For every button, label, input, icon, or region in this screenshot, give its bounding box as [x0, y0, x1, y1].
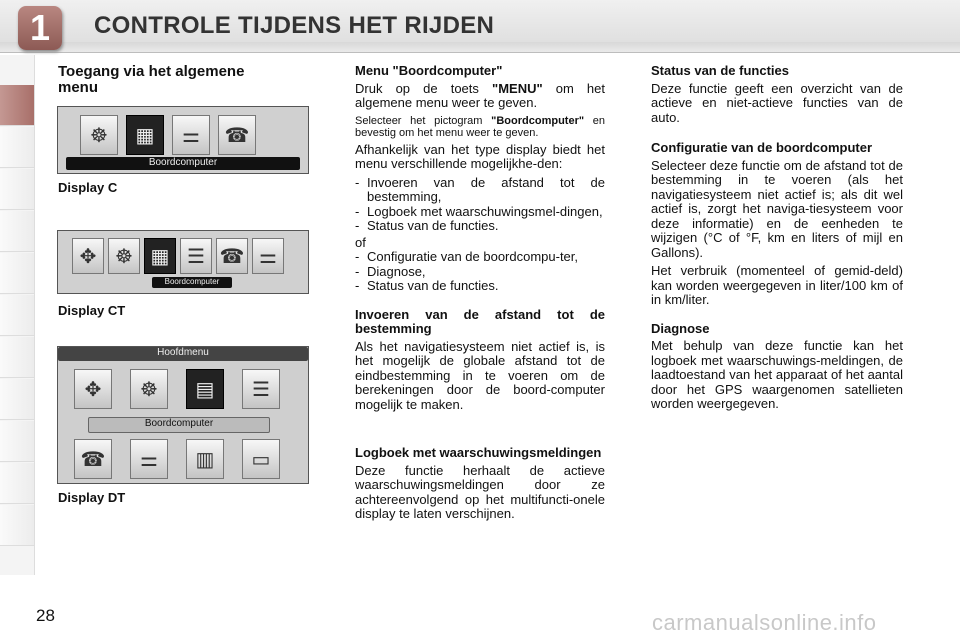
chapter-tab[interactable] [0, 253, 34, 294]
middle-column [355, 64, 605, 526]
chapter-tab[interactable] [0, 169, 34, 210]
navigation-icon: ✥ [74, 369, 112, 409]
display-c-screen [57, 106, 309, 174]
map-icon: ▥ [186, 439, 224, 479]
list-item: - Invoeren van de afstand tot de bestemming, [355, 176, 605, 205]
page-title: CONTROLE TIJDENS HET RIJDEN [94, 12, 495, 39]
paragraph-menu-key: Druk op de toets "MENU" om het algemene menu weer te geven. [355, 80, 606, 110]
chapter-tab[interactable] [0, 379, 34, 420]
list-item: - Status van de functies. [355, 219, 605, 234]
chapter-tab[interactable] [0, 211, 34, 252]
or-text: of [355, 234, 366, 250]
watermark: carmanualsonline.info [652, 610, 877, 635]
options-list-b [355, 250, 605, 294]
page-header [0, 0, 960, 53]
paragraph-options: Afhankelijk van het type display biedt het menu verschillende mogelijkhe-den: [355, 141, 605, 171]
settings-sliders-icon: ⚌ [252, 238, 284, 274]
phone-icon: ☎ [74, 439, 112, 479]
paragraph-consumption: Het verbruik (momenteel of gemid-deld) kan worden weergegeven in liter/100 km of in km/liter. [651, 263, 903, 307]
phone-icon: ☎ [218, 115, 256, 155]
options-list-a [355, 176, 605, 234]
settings-sliders-icon: ⚌ [172, 115, 210, 155]
boordcomputer-icon: ▤ [186, 369, 224, 409]
heading-logbook: Logboek met waarschuwingsmeldingen [355, 445, 602, 460]
heading-status: Status van de functies [651, 63, 789, 78]
list-item: - Configuratie van de boordcompu-ter, [355, 250, 605, 265]
header-shade [0, 42, 960, 52]
chapter-tab[interactable] [0, 505, 34, 546]
chapter-tabs [0, 55, 35, 575]
heading-configuration: Configuratie van de boordcomputer [651, 140, 873, 155]
display-c-label: Boordcomputer [66, 157, 300, 170]
screen-icon: ▭ [242, 439, 280, 479]
chapter-badge: 1 [18, 6, 62, 50]
paragraph-diagnose: Met behulp van deze functie kan het logboek met waarschuwings-meldingen, de laadtoestand van het apparaat of het aantal door het GPS waargenomen satellieten worden weergegeven. [651, 338, 903, 411]
list-item: - Diagnose, [355, 265, 605, 280]
display-ct-screen [57, 230, 309, 294]
boordcomputer-icon: ▦ [126, 115, 164, 155]
display-c-caption: Display C [58, 180, 118, 195]
chapter-tab-active[interactable] [0, 85, 34, 126]
list-icon: ☰ [242, 369, 280, 409]
heading-distance: Invoeren van de afstand tot de bestemming [355, 306, 605, 336]
chapter-tab[interactable] [0, 295, 34, 336]
trip-computer-icon: ☸ [108, 238, 140, 274]
phone-icon: ☎ [216, 238, 248, 274]
chapter-tab[interactable] [0, 421, 34, 462]
heading-menu-boordcomputer: Menu "Boordcomputer" [355, 63, 503, 78]
paragraph-select-icon: Selecteer het pictogram "Boordcomputer" en bevestig om het menu weer te geven. [355, 114, 606, 139]
boordcomputer-icon: ▦ [144, 238, 176, 274]
list-item: - Logboek met waarschuwingsmel-dingen, [355, 205, 605, 220]
chapter-tab[interactable] [0, 337, 34, 378]
paragraph-status: Deze functie geeft een overzicht van de actieve en niet-actieve functies van de auto. [651, 80, 903, 125]
display-ct-caption: Display CT [58, 303, 126, 318]
display-dt-caption: Display DT [58, 490, 126, 505]
display-dt-label: Boordcomputer [88, 417, 270, 433]
section-heading-access: Toegang via het algemene menu [58, 63, 245, 96]
heading-diagnose: Diagnose [651, 320, 710, 336]
chapter-tab[interactable] [0, 463, 34, 504]
display-dt-title: Hoofdmenu [58, 347, 308, 361]
chapter-tab[interactable] [0, 127, 34, 168]
paragraph-configuration: Selecteer deze functie om de afstand tot de bestemming in te voeren (als het navigatiesysteem niet actief is; als dit wel actief is, zorgt het naviga-tiesysteem voor deze informatie) en de eenheden te wijzigen (°C of °F, km en liters of mijl en Gallons). [651, 157, 903, 260]
display-dt-screen [57, 346, 309, 484]
trip-computer-icon: ☸ [80, 115, 118, 155]
page-number: 28 [36, 606, 55, 625]
paragraph-distance: Als het navigatiesysteem niet actief is, is het mogelijk de globale afstand tot de eindbestemming in te voeren om de berekeningen door de boord-computer mogelijk te maken. [355, 338, 605, 412]
display-ct-label: Boordcomputer [152, 277, 232, 288]
paragraph-logbook: Deze functie herhaalt de actieve waarschuwingsmeldingen door ze achtereenvolgend op het multifuncti-onele display te laten verschijnen. [355, 462, 605, 521]
list-item: - Status van de functies. [355, 279, 605, 294]
right-column [651, 64, 903, 416]
navigation-icon: ✥ [72, 238, 104, 274]
list-icon: ☰ [180, 238, 212, 274]
trip-computer-icon: ☸ [130, 369, 168, 409]
settings-sliders-icon: ⚌ [130, 439, 168, 479]
